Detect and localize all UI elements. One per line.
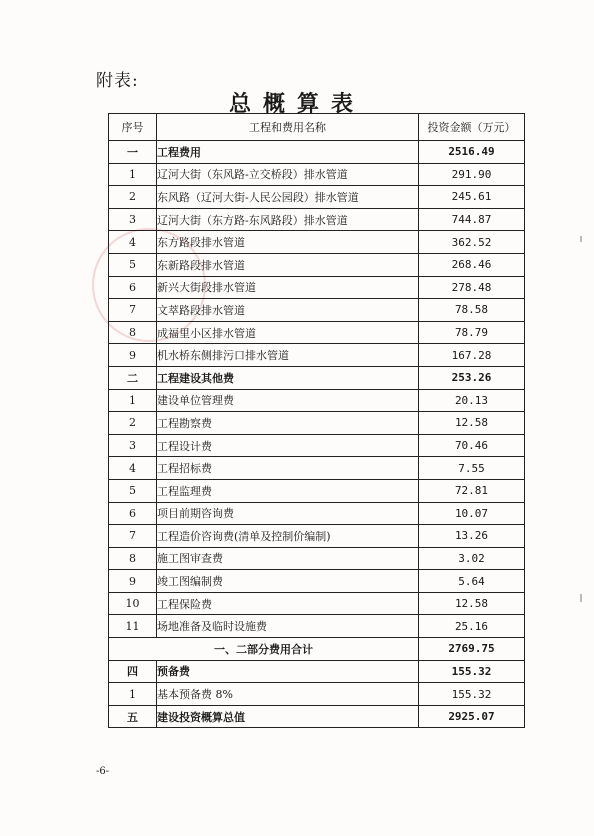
row-amount: 291.90 — [419, 163, 525, 186]
row-name: 竣工图编制费 — [157, 570, 419, 593]
row-seq: 四 — [109, 660, 157, 683]
row-amount: 78.79 — [419, 321, 525, 344]
scan-edge-mark — [580, 594, 582, 602]
row-seq: 4 — [109, 231, 157, 254]
table-row — [109, 525, 525, 548]
table-header-row — [109, 114, 525, 141]
row-amount: 744.87 — [419, 208, 525, 231]
row-amount: 70.46 — [419, 434, 525, 457]
table-row — [109, 660, 525, 683]
row-name: 工程费用 — [157, 141, 419, 164]
table-row — [109, 186, 525, 209]
row-name: 工程勘察费 — [157, 412, 419, 435]
row-name: 建设单位管理费 — [157, 389, 419, 412]
row-seq: 一 — [109, 141, 157, 164]
row-seq: 2 — [109, 186, 157, 209]
row-seq: 1 — [109, 389, 157, 412]
row-amount: 20.13 — [419, 389, 525, 412]
row-seq: 五 — [109, 705, 157, 728]
row-amount: 3.02 — [419, 547, 525, 570]
row-amount: 167.28 — [419, 344, 525, 367]
row-amount: 278.48 — [419, 276, 525, 299]
row-name: 工程设计费 — [157, 434, 419, 457]
row-name: 工程建设其他费 — [157, 366, 419, 389]
table-row — [109, 141, 525, 164]
row-name: 机水桥东侧排污口排水管道 — [157, 344, 419, 367]
row-name: 成福里小区排水管道 — [157, 321, 419, 344]
budget-summary-table — [108, 113, 525, 728]
row-seq: 5 — [109, 479, 157, 502]
row-name: 东方路段排水管道 — [157, 231, 419, 254]
header-seq: 序号 — [109, 114, 157, 141]
row-name: 预备费 — [157, 660, 419, 683]
row-amount: 25.16 — [419, 615, 525, 638]
row-seq: 10 — [109, 592, 157, 615]
page-title: 总概算表 — [228, 91, 365, 117]
table-row — [109, 683, 525, 706]
table-row — [109, 299, 525, 322]
row-seq: 1 — [109, 163, 157, 186]
row-name: 文萃路段排水管道 — [157, 299, 419, 322]
row-seq: 5 — [109, 253, 157, 276]
row-seq: 3 — [109, 208, 157, 231]
row-name: 场地准备及临时设施费 — [157, 615, 419, 638]
row-amount: 13.26 — [419, 525, 525, 548]
row-seq: 二 — [109, 366, 157, 389]
row-name: 基本预备费 8% — [157, 683, 419, 706]
table-row — [109, 389, 525, 412]
row-name: 一、二部分费用合计 — [109, 638, 419, 661]
row-amount: 2516.49 — [419, 141, 525, 164]
row-amount: 12.58 — [419, 412, 525, 435]
row-amount: 253.26 — [419, 366, 525, 389]
row-seq: 2 — [109, 412, 157, 435]
row-seq: 11 — [109, 615, 157, 638]
row-name: 施工图审查费 — [157, 547, 419, 570]
header-name: 工程和费用名称 — [157, 114, 419, 141]
row-amount: 268.46 — [419, 253, 525, 276]
row-seq: 6 — [109, 276, 157, 299]
row-amount: 78.58 — [419, 299, 525, 322]
table-row — [109, 412, 525, 435]
row-amount: 362.52 — [419, 231, 525, 254]
attachment-label: 附表: — [96, 71, 139, 91]
row-seq: 8 — [109, 547, 157, 570]
table-row — [109, 547, 525, 570]
row-name: 工程造价咨询费(清单及控制价编制) — [157, 525, 419, 548]
row-amount: 10.07 — [419, 502, 525, 525]
table-row — [109, 457, 525, 480]
row-name: 辽河大街（东方路-东风路段）排水管道 — [157, 208, 419, 231]
table-row — [109, 570, 525, 593]
table-row — [109, 231, 525, 254]
row-amount: 72.81 — [419, 479, 525, 502]
row-amount: 2769.75 — [419, 638, 525, 661]
row-name: 工程保险费 — [157, 592, 419, 615]
row-seq: 3 — [109, 434, 157, 457]
row-amount: 12.58 — [419, 592, 525, 615]
row-amount: 7.55 — [419, 457, 525, 480]
row-name: 项目前期咨询费 — [157, 502, 419, 525]
row-name: 辽河大街（东风路-立交桥段）排水管道 — [157, 163, 419, 186]
row-name: 建设投资概算总值 — [157, 705, 419, 728]
row-name: 东风路（辽河大街-人民公园段）排水管道 — [157, 186, 419, 209]
row-seq: 4 — [109, 457, 157, 480]
table-row — [109, 615, 525, 638]
row-name: 新兴大街段排水管道 — [157, 276, 419, 299]
table-row — [109, 366, 525, 389]
row-seq: 1 — [109, 683, 157, 706]
row-name: 工程招标费 — [157, 457, 419, 480]
table-row — [109, 592, 525, 615]
table-row — [109, 321, 525, 344]
table-row — [109, 253, 525, 276]
row-amount: 2925.07 — [419, 705, 525, 728]
page-number: -6- — [96, 766, 110, 777]
row-amount: 155.32 — [419, 683, 525, 706]
header-amount: 投资金额（万元） — [419, 114, 525, 141]
table-row — [109, 502, 525, 525]
row-seq: 6 — [109, 502, 157, 525]
row-name: 工程监理费 — [157, 479, 419, 502]
scan-edge-mark — [580, 236, 582, 242]
table-row — [109, 638, 525, 661]
table-row — [109, 208, 525, 231]
table-row — [109, 705, 525, 728]
table-row — [109, 479, 525, 502]
row-seq: 7 — [109, 299, 157, 322]
table-row — [109, 276, 525, 299]
row-amount: 5.64 — [419, 570, 525, 593]
row-seq: 7 — [109, 525, 157, 548]
table-row — [109, 163, 525, 186]
row-amount: 245.61 — [419, 186, 525, 209]
table-row — [109, 344, 525, 367]
row-name: 东新路段排水管道 — [157, 253, 419, 276]
row-seq: 9 — [109, 570, 157, 593]
table-row — [109, 434, 525, 457]
row-seq: 9 — [109, 344, 157, 367]
row-amount: 155.32 — [419, 660, 525, 683]
row-seq: 8 — [109, 321, 157, 344]
